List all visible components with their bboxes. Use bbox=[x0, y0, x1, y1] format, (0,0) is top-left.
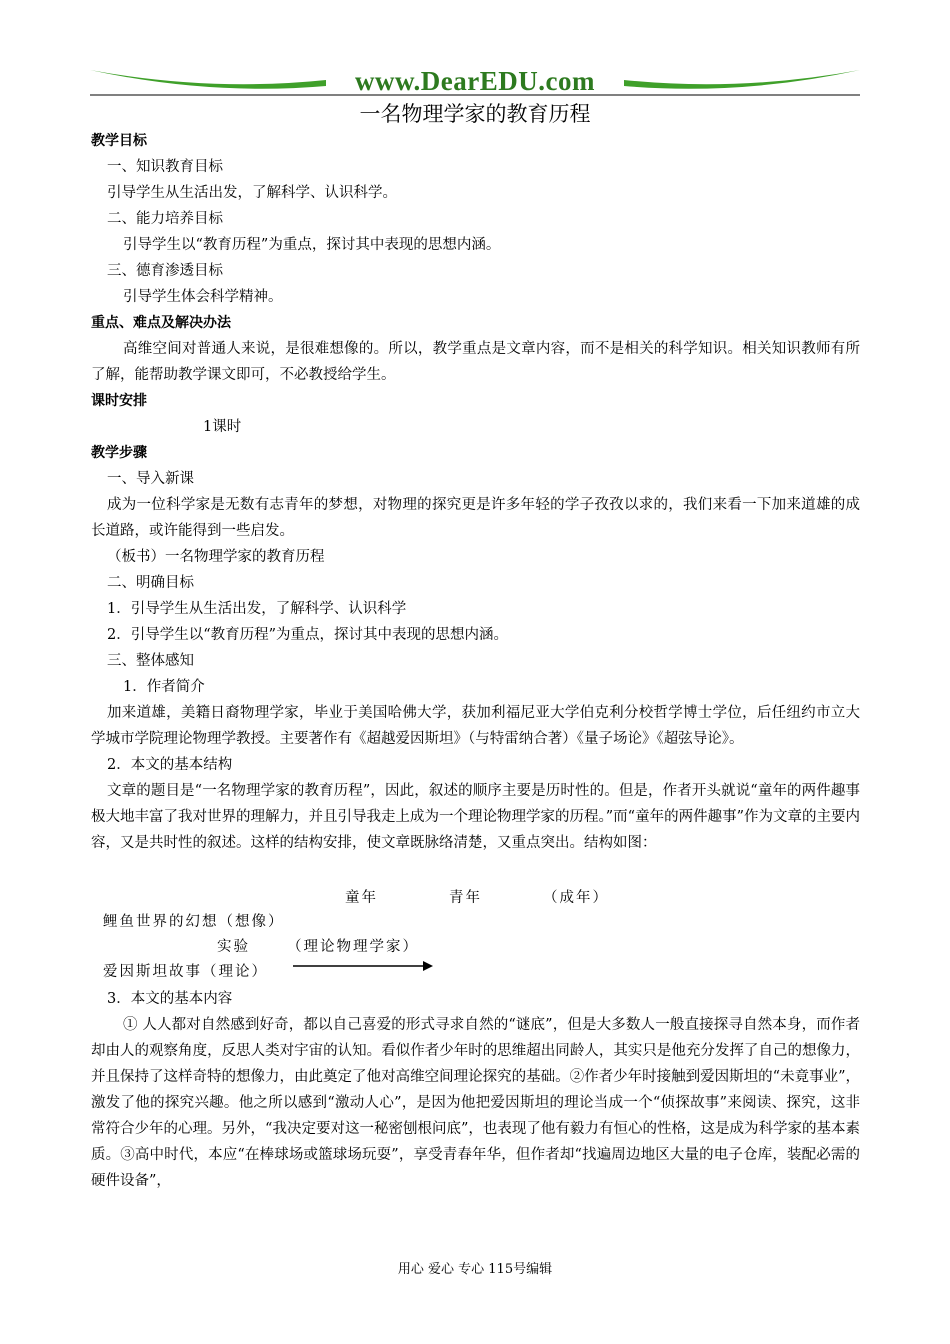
schedule-text: 1课时 bbox=[203, 419, 242, 435]
content-paragraph: ① 人人都对自然感到好奇，都以自己喜爱的形式寻求自然的“谜底”，但是大多数人一般直接探寻自然本身，而作者却由人的观察角度，反思人类对宇宙的认知。看似作者少年时的思维超出同龄人，其实只是他充分发挥了自己的想像力，并且保持了这样奇特的想像力，由此奠定了他对高维空间理论探究的基础。②作者少年时接触到爱因斯坦的“未竟事业”，激发了他的探究兴趣。他之所以感到“激动人心”，是因为他把爱因斯坦的理论当成一个“侦探故事”来阅读、探究，这非常符合少年的心理。另外，“我决定要对这一秘密刨根问底”，也表现了他有毅力有恒心的性格，这是成为科学家的基本素质。③高中时代，本应“在棒球场或篮球场玩耍”，享受青春年华，但作者却“找遍周边地区大量的电子仓库，装配必需的硬件设备”， bbox=[91, 1017, 860, 1189]
document-body bbox=[91, 128, 860, 1194]
author-intro-heading: 1．作者简介 bbox=[123, 679, 205, 695]
section-heading-schedule: 课时安排 bbox=[91, 393, 147, 409]
step-goals-heading: 二、明确目标 bbox=[107, 575, 194, 591]
goal-moral-text: 引导学生体会科学精神。 bbox=[123, 289, 283, 305]
diagram-stage-childhood: 童年 bbox=[345, 890, 378, 906]
step-intro-paragraph: 成为一位科学家是无数有志青年的梦想，对物理的探究更是许多年轻的学子孜孜以求的，我们来看一下加来道雄的成长道路，或许能得到一些启发。 bbox=[91, 497, 860, 539]
diagram-stage-adulthood: （成年） bbox=[543, 890, 609, 906]
diagram-experiment: 实验 bbox=[217, 939, 250, 955]
diagram-row-fantasy: 鲤鱼世界的幻想（想像） bbox=[103, 914, 285, 930]
site-name[interactable]: www.DearEDU.com bbox=[355, 66, 595, 96]
goal-ability-text: 引导学生以“教育历程”为重点，探讨其中表现的思想内涵。 bbox=[123, 237, 501, 253]
section-heading-goals: 教学目标 bbox=[91, 133, 147, 149]
step-intro-board: （板书）一名物理学家的教育历程 bbox=[107, 549, 325, 565]
goal-moral-heading: 三、德育渗透目标 bbox=[107, 263, 223, 279]
author-intro-paragraph: 加来道雄，美籍日裔物理学家，毕业于美国哈佛大学，获加利福尼亚大学伯克利分校哲学博士学位，后任纽约市立大学城市学院理论物理学教授。主要著作有《超越爱因斯坦》（与特雷纳合著）《量子场论》《超弦导论》。 bbox=[91, 705, 860, 747]
step-goals-item-1: 1．引导学生从生活出发，了解科学、认识科学 bbox=[107, 601, 407, 617]
goal-knowledge-heading: 一、知识教育目标 bbox=[107, 159, 223, 175]
step-goals-item-2: 2．引导学生以“教育历程”为重点，探讨其中表现的思想内涵。 bbox=[107, 627, 509, 643]
section-heading-steps: 教学步骤 bbox=[91, 445, 147, 461]
page-title: 一名物理学家的教育历程 bbox=[359, 102, 591, 126]
goal-ability-heading: 二、能力培养目标 bbox=[107, 211, 223, 227]
diagram-stage-youth: 青年 bbox=[449, 890, 482, 906]
site-header bbox=[90, 64, 860, 100]
content-heading: 3．本文的基本内容 bbox=[107, 991, 233, 1007]
goal-knowledge-text: 引导学生从生活出发，了解科学、认识科学。 bbox=[107, 185, 397, 201]
page-footer: 用心 爱心 专心 115号编辑 bbox=[397, 1262, 553, 1277]
step-intro-heading: 一、导入新课 bbox=[107, 471, 194, 487]
step-overview-heading: 三、整体感知 bbox=[107, 653, 194, 669]
structure-heading: 2．本文的基本结构 bbox=[107, 757, 233, 773]
section-heading-key-points: 重点、难点及解决办法 bbox=[91, 315, 231, 331]
structure-diagram bbox=[91, 886, 860, 986]
diagram-target-physicist: （理论物理学家） bbox=[287, 939, 419, 955]
diagram-row-einstein: 爱因斯坦故事（理论） bbox=[103, 964, 268, 980]
structure-paragraph: 文章的题目是“一名物理学家的教育历程”，因此，叙述的顺序主要是历时性的。但是，作者开头就说“童年的两件趣事极大地丰富了我对世界的理解力，并且引导我走上成为一个理论物理学家的历程。”而“童年的两件趣事”作为文章的主要内容，又是共时性的叙述。这样的结构安排，使文章既脉络清楚，又重点突出。结构如图： bbox=[91, 783, 860, 851]
key-points-paragraph: 高维空间对普通人来说，是很难想像的。所以，教学重点是文章内容，而不是相关的科学知识。相关知识教师有所了解，能帮助教学课文即可，不必教授给学生。 bbox=[91, 341, 860, 383]
